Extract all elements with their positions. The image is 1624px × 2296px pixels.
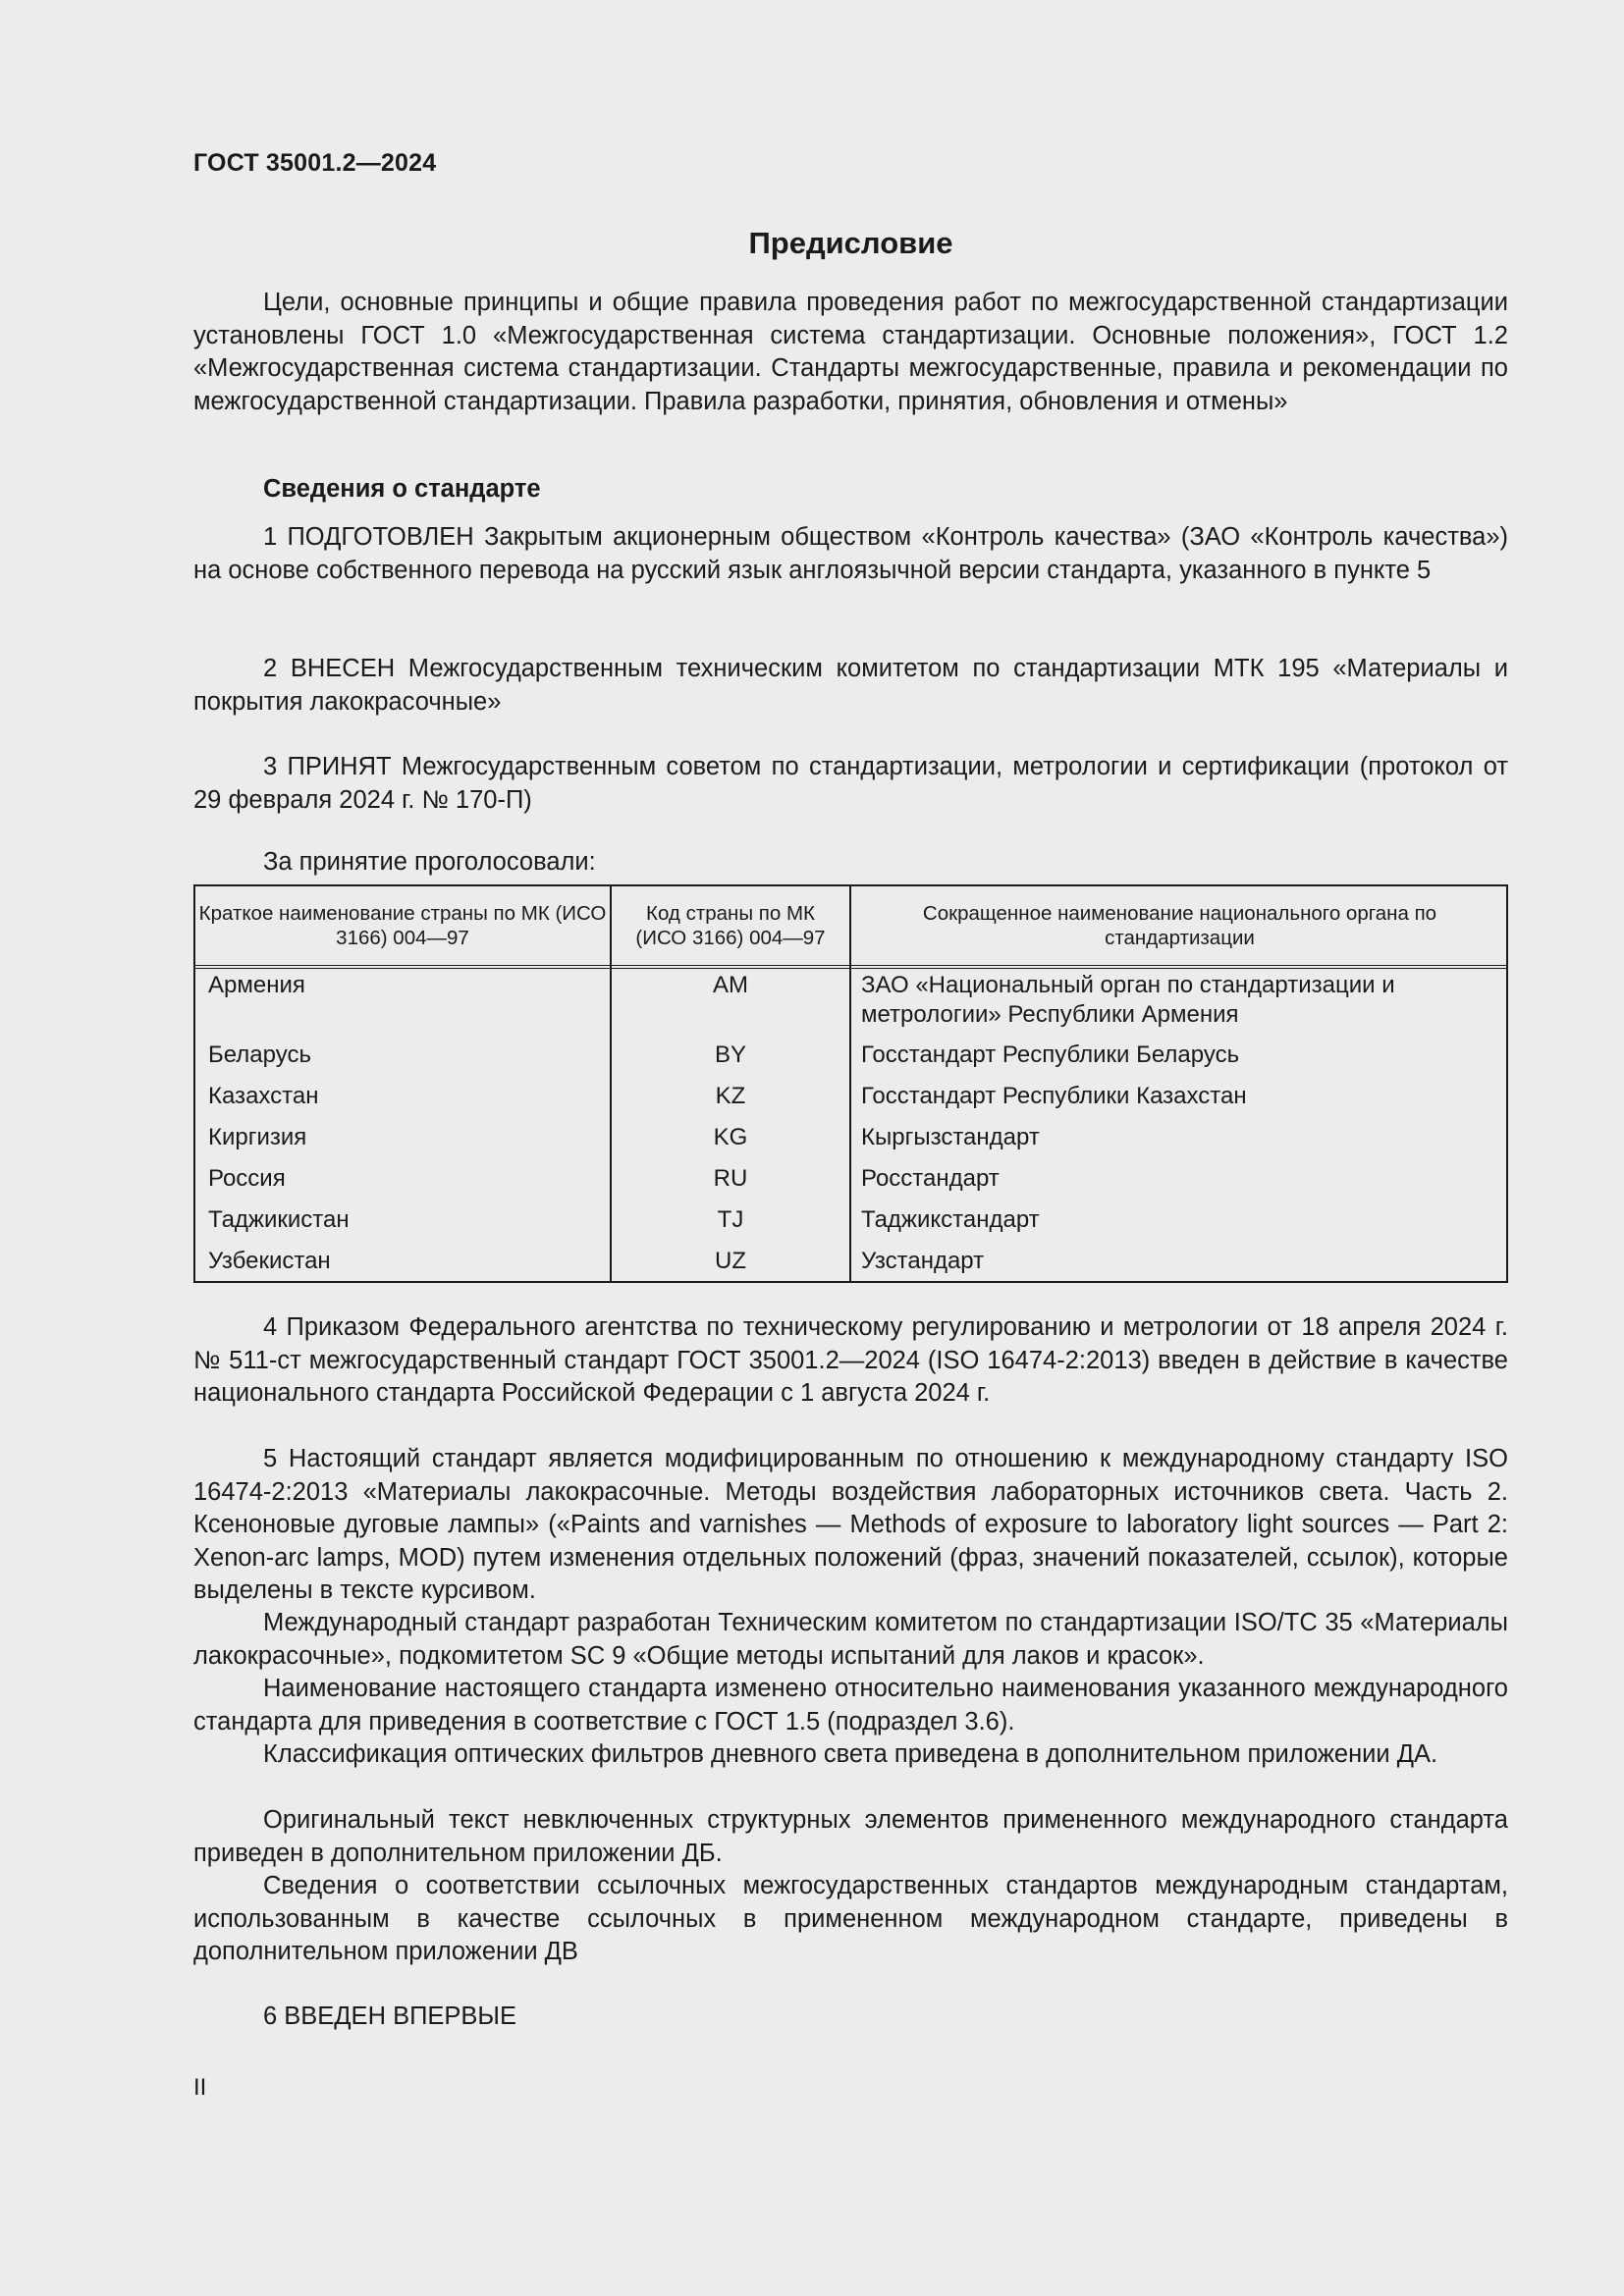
cell-body: Узстандарт [861,1248,985,1274]
paragraph-5: 5 Настоящий стандарт является модифицированным по отношению к международному стандарту ISO 16474-2:2013 «Материалы лакокрасочные. Методы воздействия лабораторных источников света. Часть 2. Ксеноновые дуговые лампы» («Paints and varnishes — Methods of exposure to laboratory light sources — Part 2: Xenon-arc lamps, MOD) путем изменения отдельных положений (фраз, значений показателей, ссылок), которые выделены в тексте курсивом. [193,1445,1508,1604]
paragraph-5d: Оригинальный текст невключенных структурных элементов примененного международного стандарта приведен в дополнительном приложении ДБ. [193,1806,1508,1867]
cell-country: Таджикистан [208,1206,350,1233]
cell-body: Кыргызстандарт [861,1124,1040,1150]
paragraph-5c: Классификация оптических фильтров дневного света приведена в дополнительном приложении ДА. [263,1740,1438,1768]
cell-body: Госстандарт Республики Казахстан [861,1083,1247,1109]
cell-code: KG [713,1124,748,1150]
paragraph-6: 6 ВВЕДЕН ВПЕРВЫЕ [263,2002,517,2030]
intro-paragraph: Цели, основные принципы и общие правила проведения работ по межгосударственной стандартизации установлены ГОСТ 1.0 «Межгосударственная система стандартизации. Основные положения», ГОСТ 1.2 «Межгосударственная система стандартизации. Стандарты межгосударственные, правила и рекомендации по межгосударственной стандартизации. Правила разработки, принятия, обновления и отмены» [193,289,1508,415]
cell-body: Таджикстандарт [861,1206,1040,1233]
cell-country: Узбекистан [208,1248,331,1274]
cell-country: Армения [208,972,305,998]
cell-country: Казахстан [208,1083,319,1109]
paragraph-5e: Сведения о соответствии ссылочных межгосударственных стандартов международным стандартам, использованным в качестве ссылочных в примененном международном стандарте, приведены в дополнительном приложении ДВ [193,1872,1508,1965]
header-body: Сокращенное наименование национального органа по стандартизации [922,902,1437,949]
column-divider [849,886,851,1281]
cell-code: UZ [715,1248,746,1274]
cell-code: AM [713,972,748,998]
paragraph-3: 3 ПРИНЯТ Межгосударственным советом по стандартизации, метрологии и сертификации (протокол от 29 февраля 2024 г. № 170-П) [193,753,1508,814]
cell-country: Беларусь [208,1041,311,1068]
header-country: Краткое наименование страны по МК (ИСО 3166) 004—97 [198,902,607,949]
document-id: ГОСТ 35001.2—2024 [193,149,437,177]
cell-body: ЗАО «Национальный орган по стандартизации и метрологии» Республики Армения [861,972,1395,1028]
cell-code: BY [714,1041,746,1068]
cell-country: Киргизия [208,1124,307,1150]
cell-code: RU [713,1165,748,1192]
cell-country: Россия [208,1165,286,1192]
cell-body: Госстандарт Республики Беларусь [861,1041,1240,1068]
section-heading: Сведения о стандарте [263,475,541,503]
voting-table [193,884,1508,1283]
paragraph-5a: Международный стандарт разработан Техническим комитетом по стандартизации ISO/TC 35 «Материалы лакокрасочные», подкомитетом SC 9 «Общие методы испытаний для лаков и красок». [193,1609,1508,1670]
header-code: Код страны по МК (ИСО 3166) 004—97 [635,902,826,949]
page-title: Предисловие [748,226,953,260]
cell-code: KZ [715,1083,746,1109]
paragraph-5b: Наименование настоящего стандарта изменено относительно наименования указанного международного стандарта для приведения в соответствие с ГОСТ 1.5 (подраздел 3.6). [193,1675,1508,1735]
table-caption: За принятие проголосовали: [263,848,596,876]
cell-code: TJ [717,1206,744,1233]
page-number: II [193,2074,207,2101]
paragraph-2: 2 ВНЕСЕН Межгосударственным техническим комитетом по стандартизации МТК 195 «Материалы и покрытия лакокрасочные» [193,655,1508,716]
cell-body: Росстандарт [861,1165,1000,1192]
paragraph-1: 1 ПОДГОТОВЛЕН Закрытым акционерным обществом «Контроль качества» (ЗАО «Контроль качества») на основе собственного перевода на русский язык англоязычной версии стандарта, указанного в пункте 5 [193,523,1508,584]
paragraph-4: 4 Приказом Федерального агентства по техническому регулированию и метрологии от 18 апреля 2024 г. № 511-ст межгосударственный стандарт ГОСТ 35001.2—2024 (ISO 16474-2:2013) введен в действие в качестве национального стандарта Российской Федерации с 1 августа 2024 г. [193,1313,1508,1407]
